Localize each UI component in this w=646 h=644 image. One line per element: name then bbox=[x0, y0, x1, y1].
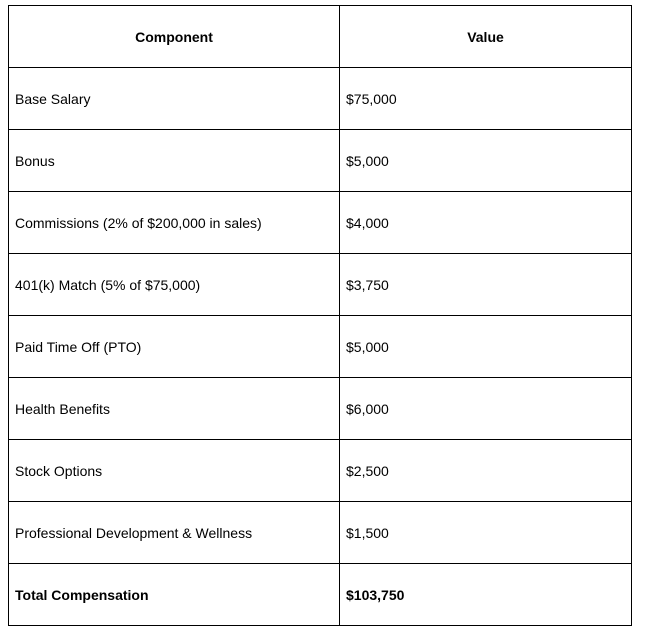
compensation-table bbox=[8, 5, 632, 626]
component-cell: Commissions (2% of $200,000 in sales) bbox=[9, 192, 340, 254]
component-cell: Paid Time Off (PTO) bbox=[9, 316, 340, 378]
table-row bbox=[9, 130, 632, 192]
component-cell: 401(k) Match (5% of $75,000) bbox=[9, 254, 340, 316]
header-component: Component bbox=[9, 6, 340, 68]
component-cell: Bonus bbox=[9, 130, 340, 192]
total-value: $103,750 bbox=[340, 564, 632, 626]
value-cell: $4,000 bbox=[340, 192, 632, 254]
value-cell: $5,000 bbox=[340, 130, 632, 192]
value-cell: $6,000 bbox=[340, 378, 632, 440]
table-row bbox=[9, 192, 632, 254]
header-row bbox=[9, 6, 632, 68]
component-cell: Base Salary bbox=[9, 68, 340, 130]
table-header bbox=[9, 6, 632, 68]
table-row bbox=[9, 502, 632, 564]
value-cell: $3,750 bbox=[340, 254, 632, 316]
table-row bbox=[9, 440, 632, 502]
table-row bbox=[9, 68, 632, 130]
total-row bbox=[9, 564, 632, 626]
table-row bbox=[9, 254, 632, 316]
table-row bbox=[9, 378, 632, 440]
value-cell: $2,500 bbox=[340, 440, 632, 502]
value-cell: $1,500 bbox=[340, 502, 632, 564]
component-cell: Health Benefits bbox=[9, 378, 340, 440]
value-cell: $75,000 bbox=[340, 68, 632, 130]
table-row bbox=[9, 316, 632, 378]
header-value: Value bbox=[340, 6, 632, 68]
component-cell: Stock Options bbox=[9, 440, 340, 502]
component-cell: Professional Development & Wellness bbox=[9, 502, 340, 564]
table-body bbox=[9, 68, 632, 626]
total-label: Total Compensation bbox=[9, 564, 340, 626]
value-cell: $5,000 bbox=[340, 316, 632, 378]
